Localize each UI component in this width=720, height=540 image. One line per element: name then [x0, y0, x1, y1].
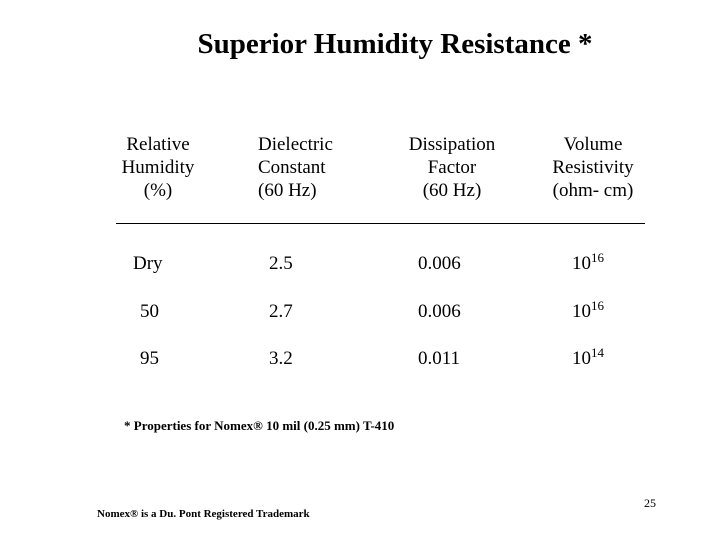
cell-dissipation: 0.006 [418, 253, 461, 274]
column-header-dielectric-constant: Dielectric Constant (60 Hz) [258, 134, 333, 201]
header-divider [116, 223, 645, 224]
cell-dissipation: 0.006 [418, 301, 461, 322]
footnote: * Properties for Nomex® 10 mil (0.25 mm) T-410 [124, 418, 395, 433]
column-header-relative-humidity: Relative Humidity (%) [121, 134, 195, 201]
cell-resistivity: $10^{16}$ [572, 250, 604, 274]
page-number: 25 [644, 496, 656, 510]
cell-humidity: 50 [140, 301, 159, 322]
exponent: 16 [591, 298, 604, 313]
exponent: 16 [591, 250, 604, 265]
exponent: 14 [591, 345, 604, 360]
cell-dielectric: 2.5 [269, 253, 293, 274]
cell-resistivity: $10^{14}$ [572, 345, 604, 369]
cell-dissipation: 0.011 [418, 348, 461, 369]
cell-humidity: 95 [140, 348, 159, 369]
slide-title: Superior Humidity Resistance * [197, 28, 593, 60]
column-header-dissipation-factor: Dissipation Factor (60 Hz) [408, 134, 496, 201]
cell-dielectric: 2.7 [269, 301, 293, 322]
cell-humidity: Dry [133, 253, 163, 274]
trademark-notice: Nomex® is a Du. Pont Registered Trademark [97, 508, 310, 520]
cell-resistivity: $10^{16}$ [572, 298, 604, 322]
column-header-volume-resistivity: Volume Resistivity (ohm- cm) [552, 134, 634, 201]
cell-dielectric: 3.2 [269, 348, 293, 369]
